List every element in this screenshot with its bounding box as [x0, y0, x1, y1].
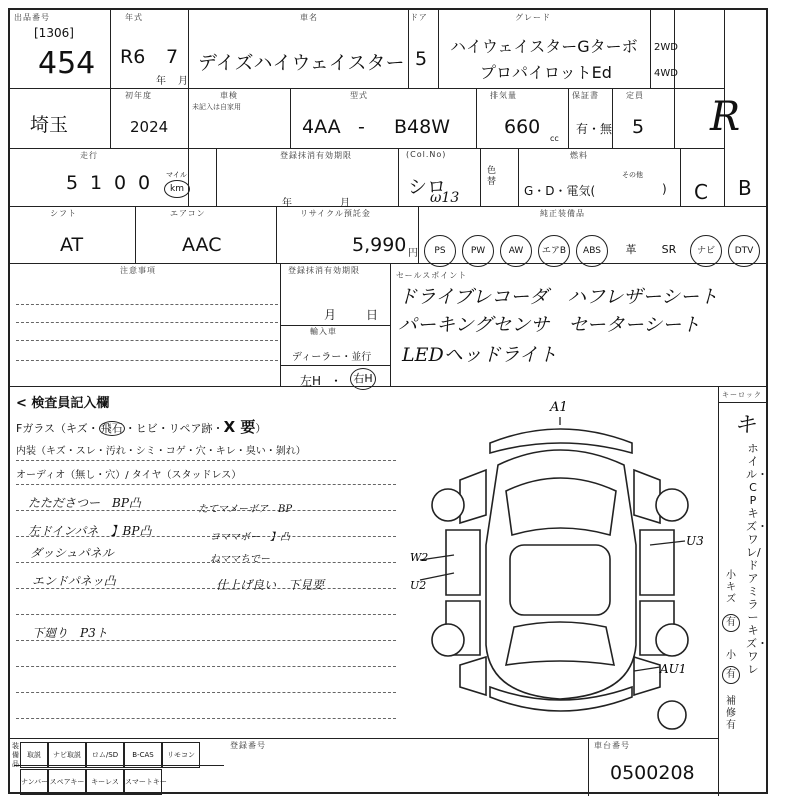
warranty: 有・無	[576, 122, 613, 136]
doors: 5	[415, 48, 428, 70]
shaken-note: 未記入は自家用	[192, 103, 241, 111]
appeal-line-1: ドライブレコーダ ハフレザーシート	[398, 286, 718, 308]
model-prefix: 4AA	[302, 116, 341, 138]
label-appeal: セールスポイント	[396, 271, 468, 280]
label-model: 型式	[350, 91, 368, 100]
dealer: ディーラー・並行	[292, 352, 372, 363]
color-label-small: 色替	[487, 166, 497, 187]
label-notes: 注意事項	[120, 266, 156, 275]
side-yes-2: 有	[722, 666, 740, 684]
mileage-digit-2: 1	[90, 172, 103, 194]
aircon: AAC	[182, 234, 222, 256]
year-unit: 年	[156, 76, 166, 87]
fuel: G・D・電気(	[524, 184, 596, 198]
label-import: 輸入車	[310, 327, 337, 336]
inspector-row-interior: 内装（キズ・スレ・汚れ・シミ・コゲ・穴・キレ・臭い・剝れ）	[16, 446, 306, 457]
accessory-cell: B-CAS	[124, 742, 162, 768]
note-2: たてマメーボア BP	[198, 504, 293, 515]
equipment-item: ABS	[576, 235, 608, 267]
glass-circled: 飛石	[100, 422, 123, 435]
equipment-item: ナビ	[690, 235, 722, 267]
model-dash: -	[358, 116, 365, 138]
fuel-close: )	[662, 182, 667, 196]
note-7: エンドパネッ凸	[32, 574, 116, 588]
equipment-item: 革	[625, 243, 637, 256]
label-equipment: 純正装備品	[540, 209, 585, 218]
equipment-item: DTV	[728, 235, 760, 267]
glass-mark: X 要	[223, 418, 256, 436]
appeal-line-3: LEDヘッドライト	[402, 344, 558, 366]
recycle-unit: 円	[408, 248, 418, 259]
accessory-cell: ナビ取説	[48, 742, 86, 768]
color: シロ	[408, 176, 447, 198]
mileage-unit-top: マイル	[166, 171, 187, 179]
equipment-item: SR	[661, 243, 677, 256]
drive-2wd: 2WD	[654, 42, 678, 53]
label-warranty: 保証書	[572, 91, 599, 100]
year-month: 7	[166, 46, 179, 68]
note-9: 下廻り P3ト	[32, 626, 108, 640]
inspector-row-audio: オーディオ（無し・穴）/ タイヤ（スタッドレス）	[16, 470, 242, 481]
note-4: ヨママボー 】凸	[210, 532, 290, 543]
seats: 5	[632, 116, 645, 138]
inspector-title: < 検査員記入欄	[16, 396, 110, 411]
label-entry: 出品番号	[14, 13, 50, 22]
mileage-digit-1: 5	[66, 172, 79, 194]
key-mark: キ	[734, 413, 757, 438]
note-5: ダッシュパネル	[30, 546, 114, 560]
shift: AT	[60, 234, 84, 256]
label-reg-no: 登録番号	[230, 741, 266, 750]
diagram-label-au1: AU1	[660, 662, 687, 676]
label-displacement: 排気量	[490, 91, 517, 100]
car-damage-diagram	[410, 395, 710, 735]
diagram-label-w2: W2	[410, 551, 429, 564]
mileage-digit-4: 0	[138, 172, 151, 194]
label-color-code: (Col.No)	[406, 150, 447, 159]
inspector-row-glass	[16, 416, 266, 437]
first-reg: 2024	[130, 118, 169, 136]
note-3: 左ドインパネ 】BP凸	[28, 524, 152, 538]
score: R	[710, 94, 741, 140]
displacement: 660	[504, 116, 541, 138]
exterior-score: B	[738, 176, 752, 200]
footer-left-vertical: 装備品	[12, 742, 19, 768]
fuel-other: その他	[622, 171, 643, 179]
equipment-item: AW	[500, 235, 532, 267]
glass-close: ）	[255, 422, 267, 435]
label-recycle: リサイクル預託金	[300, 209, 371, 218]
drive-4wd: 4WD	[654, 68, 678, 79]
label-grade: グレード	[515, 13, 551, 22]
label-mileage: 走行	[80, 151, 98, 160]
expiry-year: 年	[282, 198, 292, 209]
side-repair: 補修有	[726, 696, 736, 731]
month-unit: 月	[178, 76, 188, 87]
label-reg-expiry: 登録抹消有効期限	[288, 266, 360, 275]
grade-line2: プロパイロットEd	[480, 63, 612, 82]
label-aircon: エアコン	[170, 209, 206, 218]
reg-month: 月	[324, 308, 337, 322]
equipment-item: PS	[424, 235, 456, 267]
accessory-cell: キーレス	[86, 769, 124, 795]
auction-sheet	[8, 8, 768, 794]
grade-line1: ハイウェイスターGターボ	[450, 37, 638, 56]
appeal-line-2: パーキングセンサ セーターシート	[398, 314, 701, 336]
cc-unit: cc	[550, 134, 559, 143]
serial-number: 0500208	[610, 762, 695, 784]
handle-sep: ・	[330, 374, 343, 388]
handle-left: 左H	[300, 374, 322, 388]
label-reg-expiry-top: 登録抹消有効期限	[280, 151, 352, 160]
diagram-label-u2: U2	[410, 579, 427, 592]
note-6: ねママちでー	[210, 554, 270, 565]
accessory-cell: ロム/SD	[86, 742, 124, 768]
glass-prefix: Fガラス（キズ・	[16, 422, 99, 435]
label-shift: シフト	[50, 209, 77, 218]
label-doors: ドア	[410, 13, 428, 22]
glass-suffix: ・ヒビ・リペア跡・	[124, 422, 224, 435]
label-key: キーロック	[722, 391, 762, 399]
accessory-cell: スペアキー	[48, 769, 86, 795]
diagram-label-a1: A1	[550, 400, 568, 415]
side-vertical-text: ホイル・CPキズ・ワレ/ドアミラーキズ・ワレ	[746, 442, 768, 676]
accessory-cell: 取説	[20, 742, 48, 768]
label-shaken: 車検	[220, 91, 238, 100]
entry-number: 454	[38, 46, 96, 81]
entry-prefix: [1306]	[34, 26, 74, 40]
diagram-label-u3: U3	[686, 534, 704, 548]
accessory-cell: スマートキー	[124, 769, 162, 795]
equipment-item: PW	[462, 235, 494, 267]
interior-score: C	[694, 180, 708, 204]
label-first-reg: 初年度	[125, 91, 152, 100]
note-1: たたださつー BP凸	[28, 496, 141, 510]
expiry-month: 月	[340, 198, 350, 209]
side-yes-1: 有	[722, 614, 740, 632]
color-code: ω13	[430, 190, 460, 206]
label-seats: 定員	[626, 91, 644, 100]
side-small-scratch: 小キズ	[726, 570, 736, 605]
handle-right: 右H	[350, 368, 376, 390]
mileage-digit-3: 0	[114, 172, 127, 194]
label-serial: 車台番号	[594, 741, 630, 750]
accessory-cell: ナンバー	[20, 769, 48, 795]
label-year: 年式	[125, 13, 143, 22]
label-car-name: 車名	[300, 13, 318, 22]
model-code: B48W	[394, 116, 450, 138]
note-8: 仕上げ良い 下見要	[216, 578, 325, 592]
equipment-item: エアB	[538, 235, 570, 267]
region: 埼玉	[30, 114, 69, 136]
accessory-cell: リモコン	[162, 742, 200, 768]
side-small: 小	[726, 650, 736, 661]
year-era: R6	[120, 46, 146, 68]
car-name: デイズハイウェイスター	[198, 52, 405, 74]
reg-day: 日	[366, 308, 379, 322]
mileage-unit: km	[164, 180, 190, 198]
recycle: 5,990	[352, 234, 407, 256]
label-fuel: 燃料	[570, 151, 588, 160]
